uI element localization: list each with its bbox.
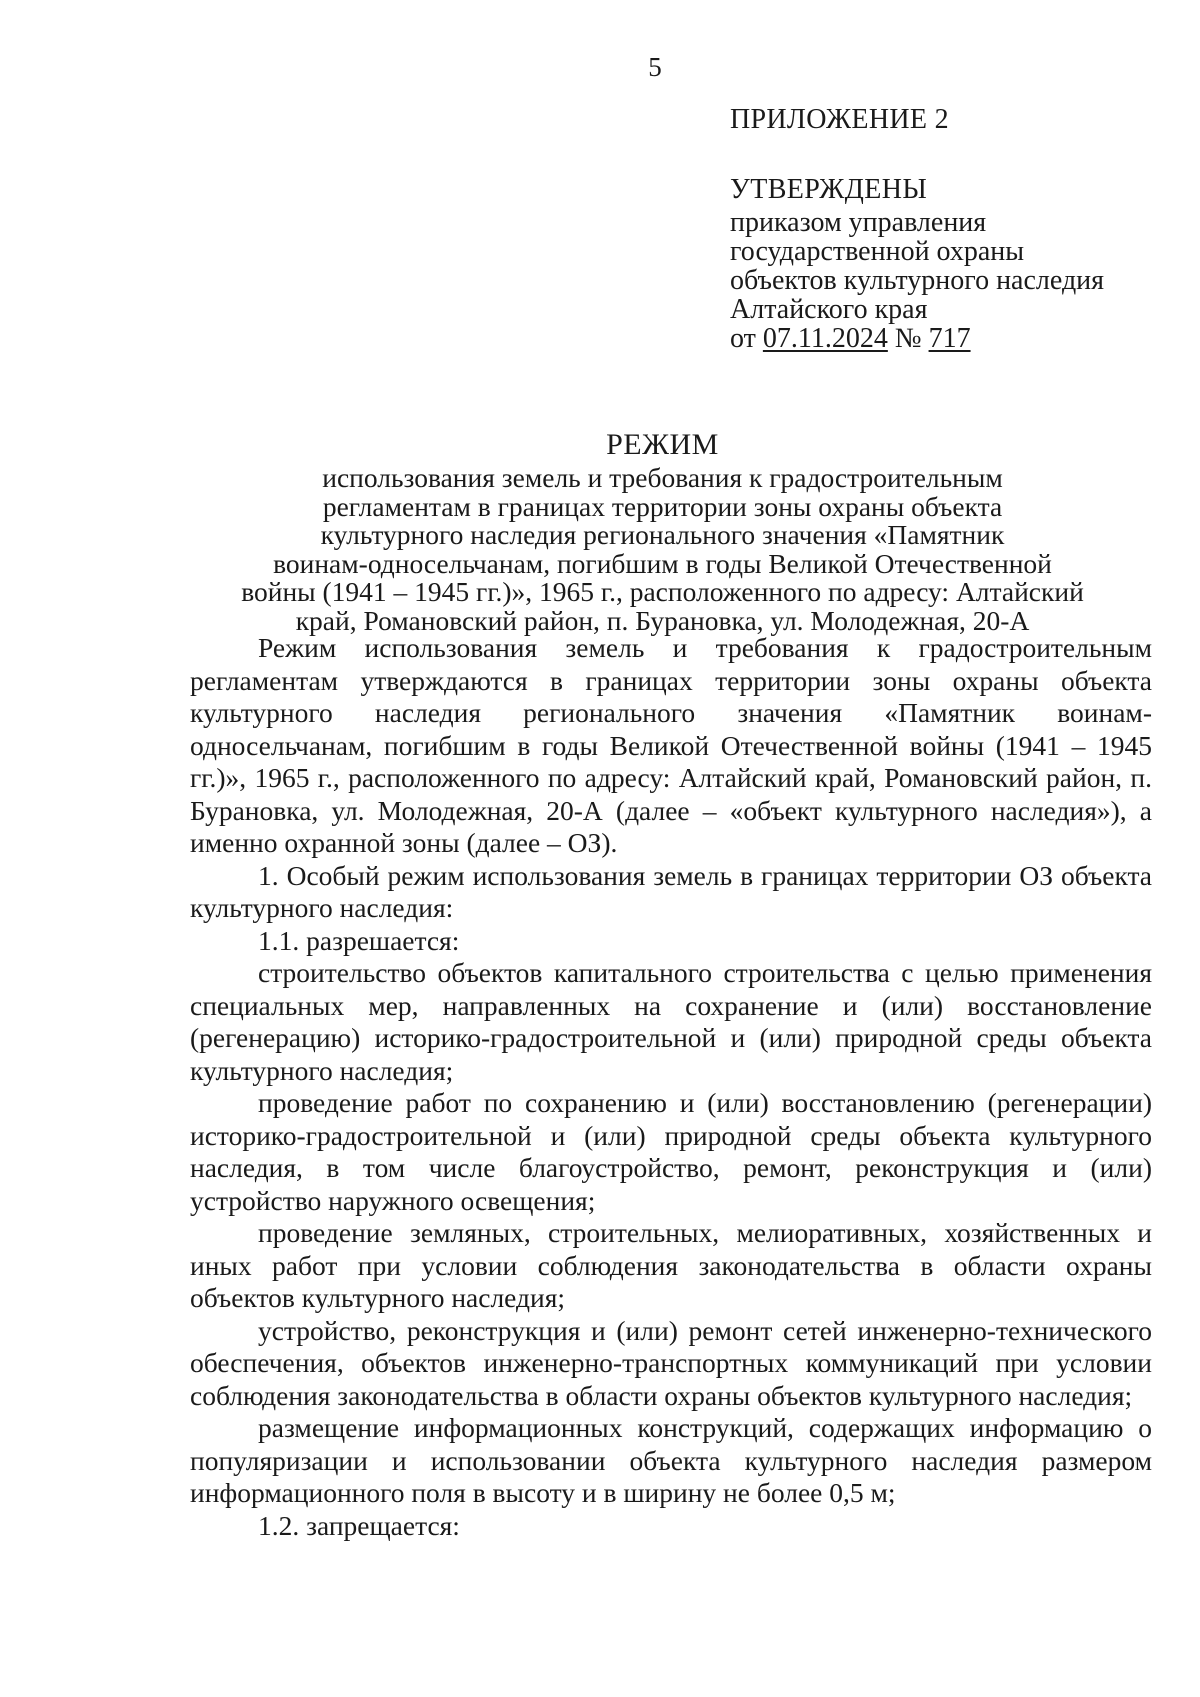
number-sign: № <box>894 323 922 354</box>
page-number: 5 <box>648 52 662 82</box>
subtitle-line: войны (1941 – 1945 гг.)», 1965 г., расположенного по адресу: Алтайский <box>241 576 1084 607</box>
allowed-item: размещение информационных конструкций, содержащих информацию о популяризации и использовании объекта культурного наследия размером информационного поля в высоту и в ширину не более 0,5 м; <box>190 1412 1152 1508</box>
approval-title: УТВЕРЖДЕНЫ <box>730 174 928 205</box>
intro-paragraph: Режим использования земель и требования к градостроительным регламентам утверждаются в границах территории зоны охраны объекта культурного наследия регионального значения «Памятник воинам-односельчанам, погибшим в годы Великой Отечественной войны (1941 – 1945 гг.)», 1965 г., расположенного по адресу: Алтайский край, Романовский район, п. Бурановка, ул. Молодежная, 20-А (далее – «объект культурного наследия»), а именно охранной зоны (далее – ОЗ). <box>190 632 1152 858</box>
approval-line: государственной охраны <box>730 236 1025 267</box>
section-1-2: 1.2. запрещается: <box>258 1509 460 1541</box>
approval-line: Алтайского края <box>730 294 928 325</box>
document-body <box>190 632 1152 1542</box>
subtitle-line: воинам-односельчанам, погибшим в годы Великой Отечественной <box>273 547 1052 579</box>
date-prefix: от <box>730 323 756 354</box>
subtitle-line: использования земель и требования к градостроительным <box>322 462 1003 493</box>
subtitle-line: край, Романовский район, п. Бурановка, ул. Молодежная, 20-А <box>295 604 1030 636</box>
document-title: РЕЖИМ <box>606 428 719 461</box>
attachment-label: ПРИЛОЖЕНИЕ 2 <box>730 104 949 135</box>
allowed-item: устройство, реконструкция и (или) ремонт сетей инженерно-технического обеспечения, объектов инженерно-транспортных коммуникаций при условии соблюдения законодательства в области охраны объектов культурного наследия; <box>190 1314 1152 1411</box>
approval-number: 717 <box>928 323 971 354</box>
approval-date-line <box>730 324 1104 353</box>
section-1-1: 1.1. разрешается: <box>258 924 460 956</box>
approval-line: приказом управления <box>730 207 987 238</box>
approval-block <box>730 175 1104 353</box>
approval-date: 07.11.2024 <box>762 323 888 354</box>
allowed-item: проведение работ по сохранению и (или) восстановлению (регенерации) историко-градостроительной и (или) природной среды объекта культурного наследия, в том числе благоустройство, ремонт, реконструкция и (или) устройство наружного освещения; <box>190 1087 1152 1216</box>
document-subtitle <box>200 464 1125 635</box>
approval-line: объектов культурного наследия <box>730 265 1105 296</box>
section-1: 1. Особый режим использования земель в границах территории ОЗ объекта культурного наследия: <box>190 859 1152 923</box>
allowed-item: проведение земляных, строительных, мелиоративных, хозяйственных и иных работ при условии соблюдения законодательства в области охраны объектов культурного наследия; <box>190 1217 1152 1313</box>
allowed-item: строительство объектов капитального строительства с целью применения специальных мер, направленных на сохранение и (или) восстановление (регенерацию) историко-градостроительной и (или) природной среды объекта культурного наследия; <box>190 957 1152 1086</box>
subtitle-line: регламентам в границах территории зоны охраны объекта <box>322 490 1003 522</box>
subtitle-line: культурного наследия регионального значения «Памятник <box>320 519 1005 550</box>
